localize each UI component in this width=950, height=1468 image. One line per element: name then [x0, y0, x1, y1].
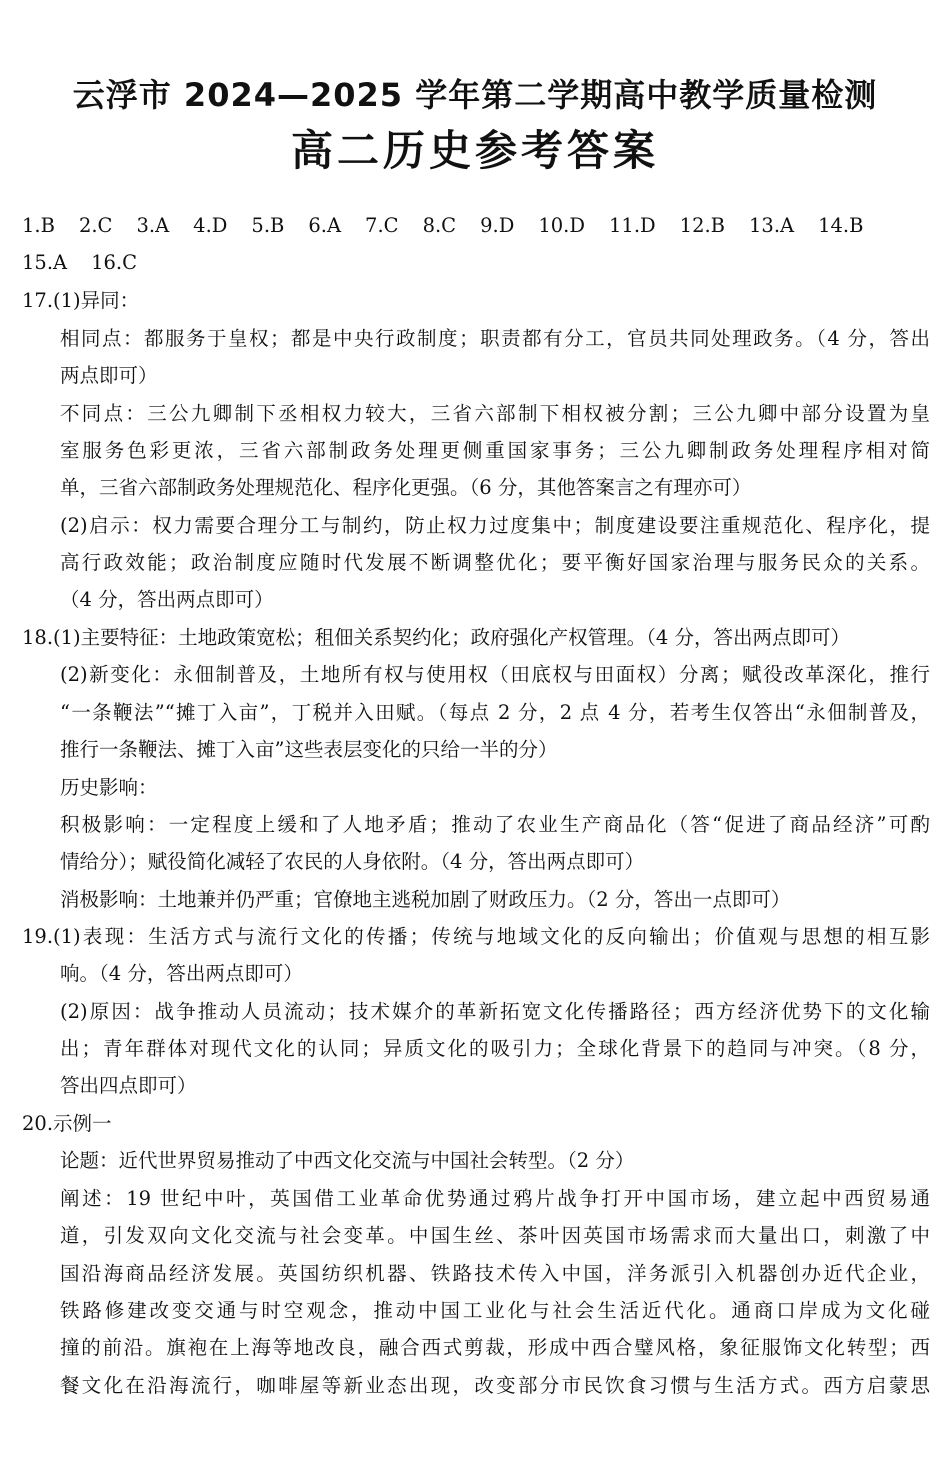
q19-line: 出；青年群体对现代文化的认同；异质文化的吸引力；全球化背景下的趋同与冲突。（8 分，	[60, 1037, 930, 1060]
mc-answer: 16.C	[91, 251, 138, 274]
mc-answer: 6.A	[308, 214, 342, 237]
q18-line: 积极影响：一定程度上缓和了人地矛盾；推动了农业生产商品化（答“促进了商品经济”可酌	[60, 813, 930, 836]
q17-line: 单，三省六部制政务处理规范化、程序化更强。（6 分，其他答案言之有理亦可）	[60, 476, 752, 499]
q19-line: 响。（4 分，答出两点即可）	[60, 962, 303, 985]
q20-line: 国沿海商品经济发展。英国纺织机器、铁路技术传入中国，洋务派引入机器创办近代企业，	[60, 1262, 930, 1285]
q18-line: 历史影响：	[60, 776, 158, 799]
q19-line: (2)原因：战争推动人员流动；技术媒介的革新拓宽文化传播路径；西方经济优势下的文化输	[60, 1000, 930, 1023]
mc-answer: 5.B	[251, 214, 285, 237]
document-title: 云浮市 2024—2025 学年第二学期高中教学质量检测	[72, 76, 878, 114]
mc-answer: 11.D	[609, 214, 656, 237]
q17-heading: 17.(1)异同：	[22, 289, 140, 312]
q17-line: (2)启示：权力需要合理分工与制约，防止权力过度集中；制度建设要注重规范化、程序化，提	[60, 514, 930, 537]
q18-line: “一条鞭法”“摊丁入亩”，丁税并入田赋。（每点 2 分，2 点 4 分，若考生仅答出“永佃制普及，	[60, 701, 930, 724]
mc-answer: 14.B	[818, 214, 864, 237]
mc-answer: 7.C	[365, 214, 399, 237]
q18-line: 推行一条鞭法、摊丁入亩”这些表层变化的只给一半的分）	[60, 738, 558, 761]
q17-line: 相同点：都服务于皇权；都是中央行政制度；职责都有分工，官员共同处理政务。（4 分，答出	[60, 327, 930, 350]
q18-line: (2)新变化：永佃制普及，土地所有权与使用权（田底权与田面权）分离；赋役改革深化，推行	[60, 663, 930, 686]
q18-heading: 18.(1)主要特征：土地政策宽松；租佃关系契约化；政府强化产权管理。（4 分，答出两点即可）	[22, 626, 850, 649]
mc-answer: 3.A	[136, 214, 170, 237]
document-subtitle: 高二历史参考答案	[290, 126, 659, 175]
q17-line: 不同点：三公九卿制下丞相权力较大，三省六部制下相权被分割；三公九卿中部分设置为皇	[60, 402, 930, 425]
q20-line: 餐文化在沿海流行，咖啡屋等新业态出现，改变部分市民饮食习惯与生活方式。西方启蒙思	[60, 1374, 930, 1397]
mc-answers-row-2	[22, 245, 930, 281]
mc-answer: 9.D	[480, 214, 515, 237]
q20-line: 论题：近代世界贸易推动了中西文化交流与中国社会转型。（2 分）	[60, 1149, 635, 1172]
mc-answer: 8.C	[422, 214, 457, 237]
mc-answer: 4.D	[193, 214, 228, 237]
q17-line: 室服务色彩更浓，三省六部制政务处理更侧重国家事务；三公九卿制政务处理程序相对简	[60, 439, 930, 462]
q17-line: 高行政效能；政治制度应随时代发展不断调整优化；要平衡好国家治理与服务民众的关系。	[60, 551, 930, 574]
mc-answer: 13.A	[749, 214, 795, 237]
mc-answers-row-1	[22, 208, 930, 244]
q18-line: 情给分）；赋役简化减轻了农民的人身依附。（4 分，答出两点即可）	[60, 850, 645, 873]
mc-answer: 2.C	[78, 214, 113, 237]
q17-line: 两点即可）	[60, 364, 158, 387]
q20-line: 铁路修建改变交通与时空观念，推动中国工业化与社会生活近代化。通商口岸成为文化碰	[60, 1299, 930, 1322]
mc-answer: 10.D	[538, 214, 585, 237]
mc-answer: 12.B	[679, 214, 725, 237]
q19-line: 答出四点即可）	[60, 1074, 197, 1097]
q17-line: （4 分，答出两点即可）	[60, 588, 274, 611]
q20-line: 阐述：19 世纪中叶，英国借工业革命优势通过鸦片战争打开中国市场，建立起中西贸易通	[60, 1187, 930, 1210]
q20-line: 道，引发双向文化交流与社会变革。中国生丝、茶叶因英国市场需求而大量出口，刺激了中	[60, 1224, 930, 1247]
q20-line: 撞的前沿。旗袍在上海等地改良，融合西式剪裁，形成中西合璧风格，象征服饰文化转型；西	[60, 1336, 930, 1359]
q20-heading: 20.示例一	[22, 1112, 112, 1135]
mc-answer: 15.A	[22, 251, 68, 274]
q19-heading: 19.(1)表现：生活方式与流行文化的传播；传统与地域文化的反向输出；价值观与思想的相互影	[22, 925, 930, 948]
q18-line: 消极影响：土地兼并仍严重；官僚地主逃税加剧了财政压力。（2 分，答出一点即可）	[60, 888, 791, 911]
mc-answer: 1.B	[22, 214, 55, 237]
